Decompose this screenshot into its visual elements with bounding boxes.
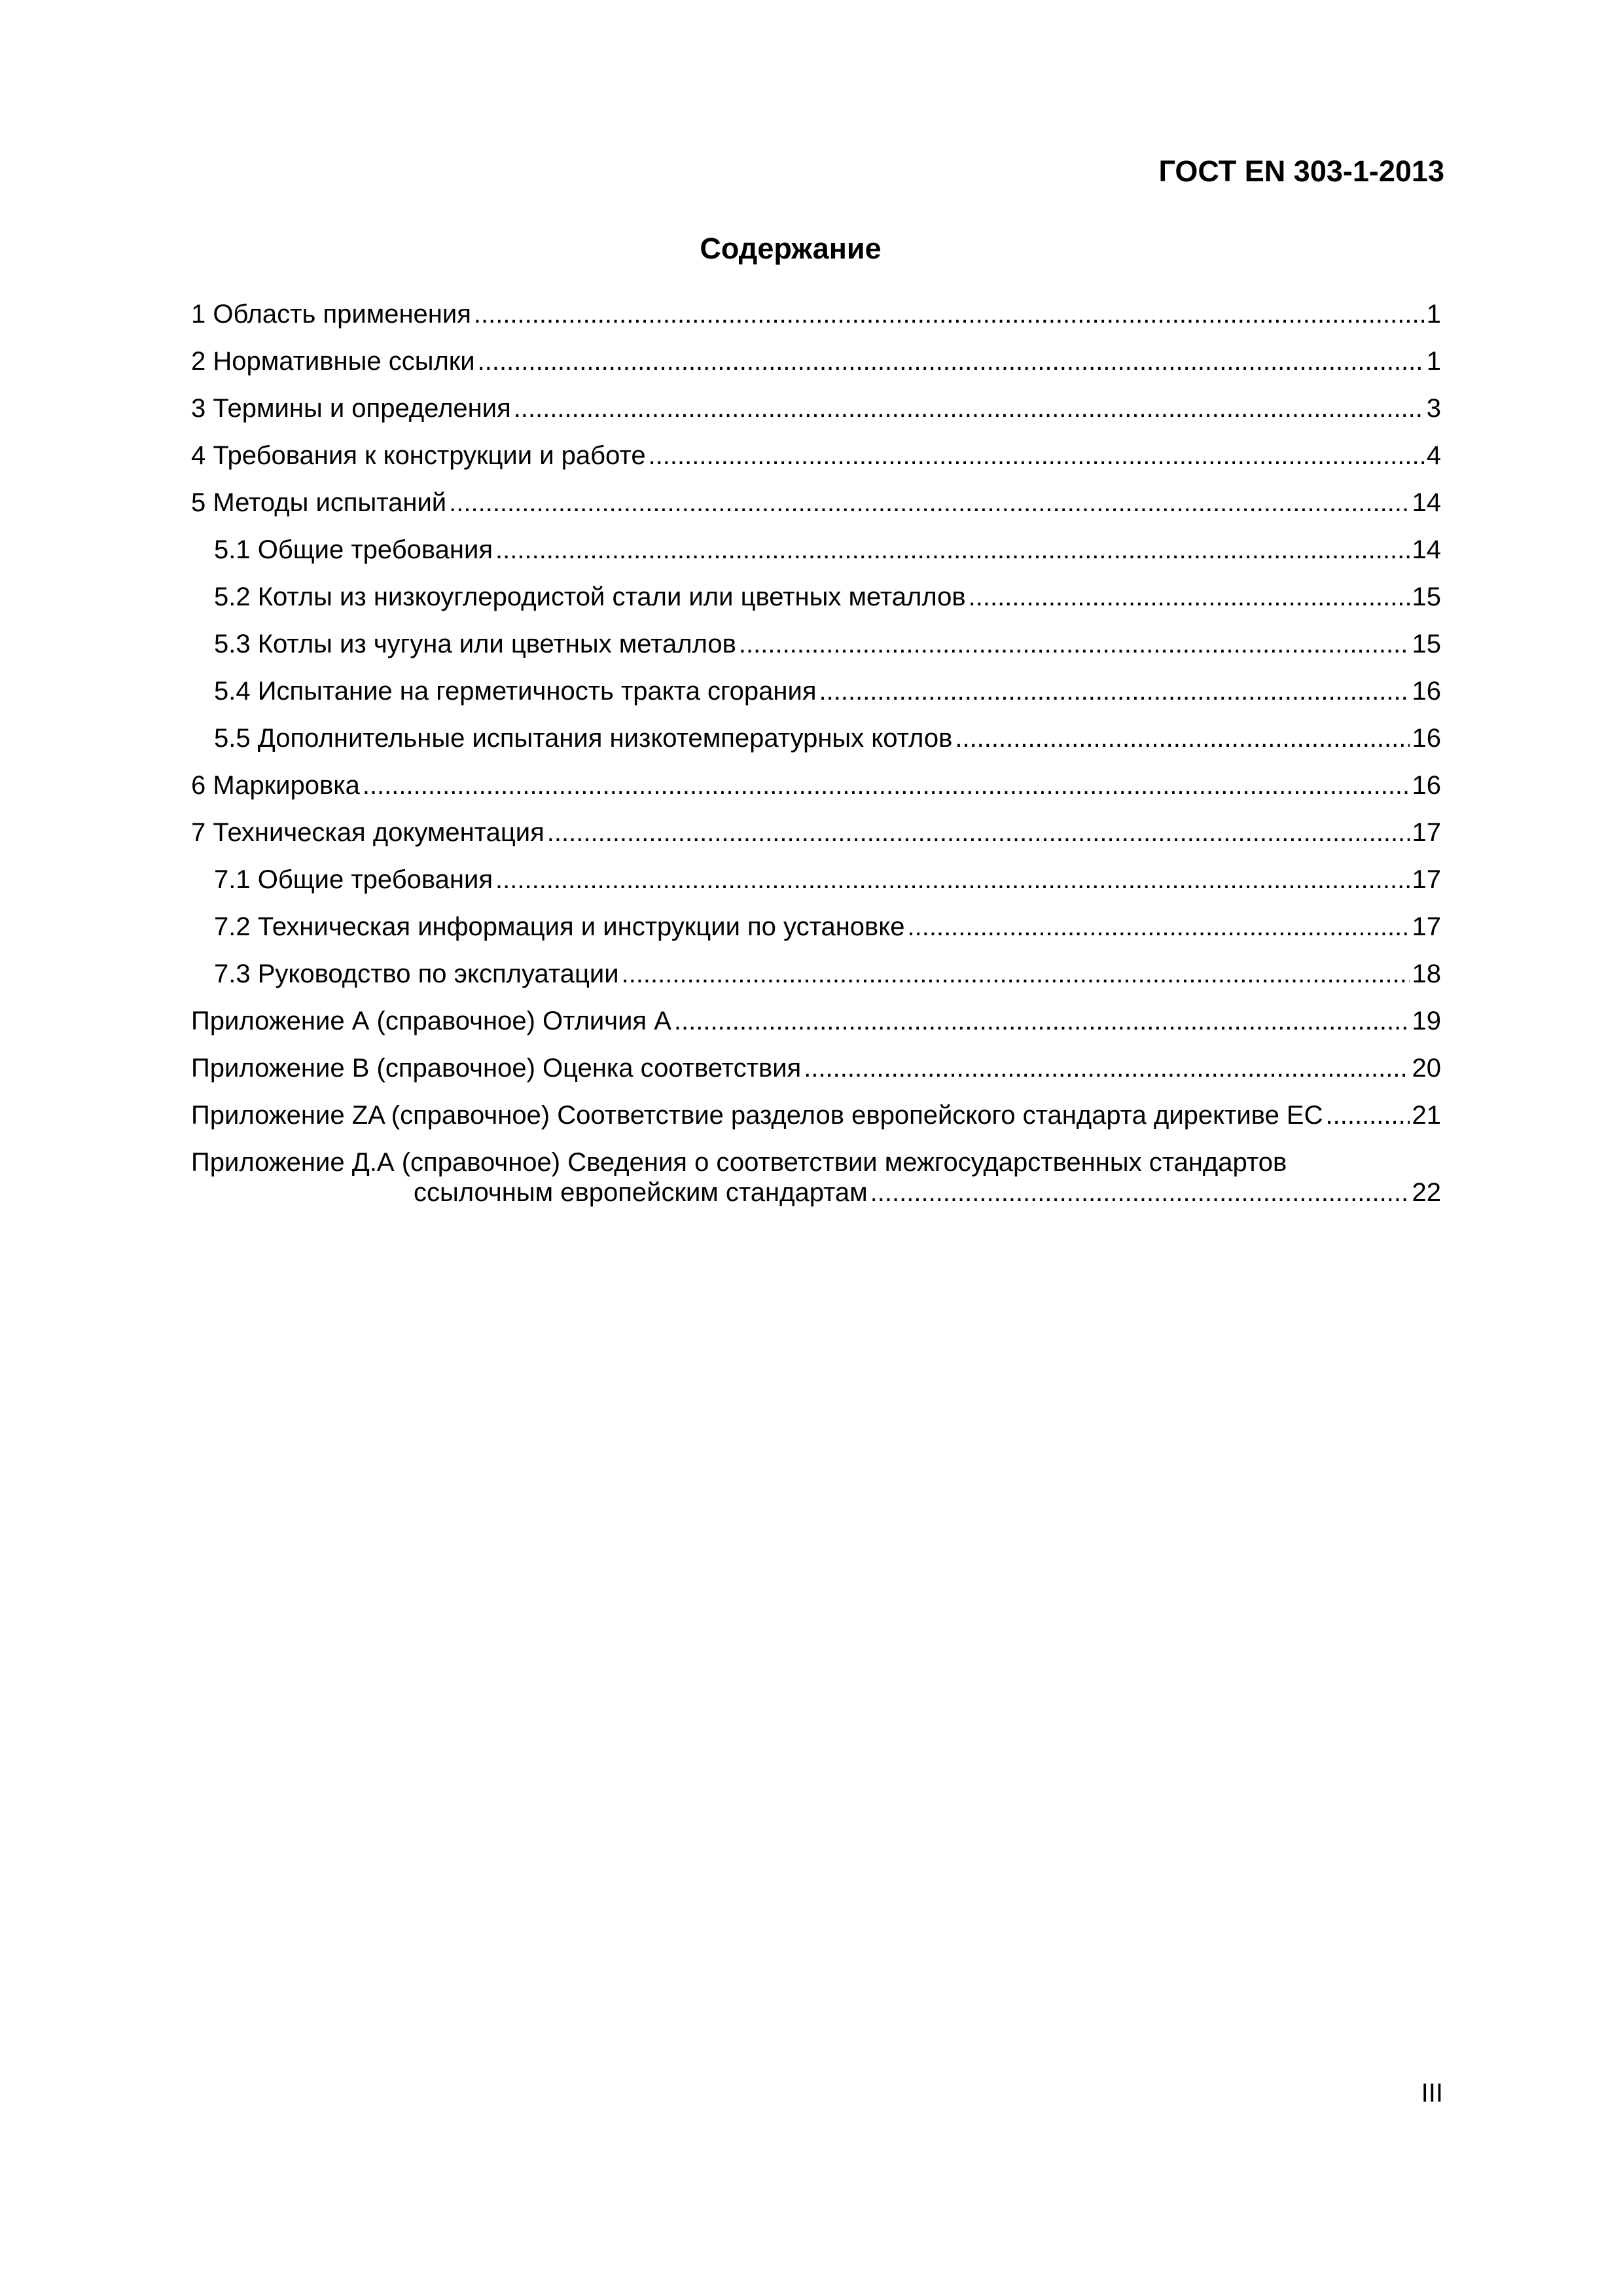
dot-leader xyxy=(495,530,1409,569)
toc-entry-page: 14 xyxy=(1412,535,1441,564)
page-number: III xyxy=(1421,2079,1443,2108)
toc-entry-label: 7.1 Общие требования xyxy=(214,865,493,894)
toc-entry-page: 1 xyxy=(1426,300,1441,329)
dot-leader xyxy=(1326,1096,1410,1135)
dot-leader xyxy=(363,766,1410,805)
toc-entry-page: 16 xyxy=(1412,677,1441,706)
toc-entry-page: 21 xyxy=(1412,1101,1441,1130)
toc-entry-5-4[interactable] xyxy=(191,672,1441,719)
toc-title: Содержание xyxy=(700,232,882,265)
dot-leader xyxy=(449,483,1409,522)
dot-leader xyxy=(649,436,1424,475)
toc-entry-label: 1 Область применения xyxy=(191,300,471,329)
toc-entry-label: 5.4 Испытание на герметичность тракта сгорания xyxy=(214,677,817,706)
toc-entry-page: 18 xyxy=(1412,960,1441,988)
toc-entry-4[interactable] xyxy=(191,436,1441,483)
dot-leader xyxy=(819,672,1410,711)
dot-leader xyxy=(622,954,1410,994)
toc-entry-5-1[interactable] xyxy=(191,530,1441,577)
dot-leader xyxy=(969,577,1410,617)
toc-entry-label: 2 Нормативные ссылки xyxy=(191,347,475,376)
toc-entry-annex-za[interactable] xyxy=(191,1096,1441,1143)
toc-entry-7-3[interactable] xyxy=(191,954,1441,1001)
dot-leader xyxy=(870,1173,1410,1212)
toc-entry-5-5[interactable] xyxy=(191,719,1441,766)
toc-entry-page: 19 xyxy=(1412,1007,1441,1035)
toc-entry-label: 5.5 Дополнительные испытания низкотемпературных котлов xyxy=(214,724,953,753)
toc-entry-page: 3 xyxy=(1426,394,1441,423)
toc-entry-page: 16 xyxy=(1412,771,1441,800)
toc-entry-label: 7.3 Руководство по эксплуатации xyxy=(214,960,619,988)
toc-entry-label: 4 Требования к конструкции и работе xyxy=(191,441,646,470)
toc-entry-page: 22 xyxy=(1412,1178,1441,1207)
toc-entry-annex-da[interactable] xyxy=(191,1143,1441,1221)
table-of-contents xyxy=(191,295,1441,1221)
toc-entry-label: 6 Маркировка xyxy=(191,771,360,800)
toc-entry-label-line2: ссылочным европейским стандартам xyxy=(414,1178,868,1207)
toc-entry-annex-b[interactable] xyxy=(191,1049,1441,1096)
toc-entry-5-2[interactable] xyxy=(191,577,1441,624)
document-code: ГОСТ EN 303-1-2013 xyxy=(1158,154,1444,188)
toc-entry-label: 7.2 Техническая информация и инструкции по установке xyxy=(214,912,905,941)
toc-entry-annex-a[interactable] xyxy=(191,1001,1441,1049)
toc-entry-page: 15 xyxy=(1412,583,1441,611)
dot-leader xyxy=(474,295,1424,334)
toc-entry-7-2[interactable] xyxy=(191,907,1441,954)
toc-entry-label: 7 Техническая документация xyxy=(191,818,544,847)
toc-entry-page: 16 xyxy=(1412,724,1441,753)
toc-entry-1[interactable] xyxy=(191,295,1441,342)
toc-entry-label: Приложение ZA (справочное) Соответствие разделов европейского стандарта директиве ЕС xyxy=(191,1101,1323,1130)
toc-entry-3[interactable] xyxy=(191,389,1441,436)
toc-entry-page: 4 xyxy=(1426,441,1441,470)
toc-entry-label: 5 Методы испытаний xyxy=(191,488,447,517)
toc-entry-5[interactable] xyxy=(191,483,1441,530)
dot-leader xyxy=(804,1049,1409,1088)
toc-entry-page: 17 xyxy=(1412,912,1441,941)
dot-leader xyxy=(674,1001,1410,1041)
toc-entry-label-line1: Приложение Д.А (справочное) Сведения о соответствии межгосударственных стандартов xyxy=(191,1148,1287,1177)
toc-entry-label: Приложение В (справочное) Оценка соответствия xyxy=(191,1054,802,1083)
dot-leader xyxy=(547,813,1410,852)
toc-entry-6[interactable] xyxy=(191,766,1441,813)
dot-leader xyxy=(739,624,1410,664)
toc-entry-2[interactable] xyxy=(191,342,1441,389)
toc-entry-page: 20 xyxy=(1412,1054,1441,1083)
toc-entry-label: 5.1 Общие требования xyxy=(214,535,493,564)
dot-leader xyxy=(478,342,1424,381)
toc-entry-5-3[interactable] xyxy=(191,624,1441,672)
toc-entry-label: 5.2 Котлы из низкоуглеродистой стали или цветных металлов xyxy=(214,583,966,611)
dot-leader xyxy=(514,389,1424,428)
toc-entry-label: 3 Термины и определения xyxy=(191,394,511,423)
toc-entry-7[interactable] xyxy=(191,813,1441,860)
toc-entry-page: 15 xyxy=(1412,630,1441,658)
dot-leader xyxy=(908,907,1410,946)
toc-entry-page: 14 xyxy=(1412,488,1441,517)
toc-entry-7-1[interactable] xyxy=(191,860,1441,907)
toc-entry-page: 17 xyxy=(1412,818,1441,847)
toc-entry-label: Приложение А (справочное) Отличия А xyxy=(191,1007,671,1035)
toc-entry-page: 1 xyxy=(1426,347,1441,376)
toc-entry-page: 17 xyxy=(1412,865,1441,894)
dot-leader xyxy=(495,860,1409,899)
toc-entry-label: 5.3 Котлы из чугуна или цветных металлов xyxy=(214,630,736,658)
dot-leader xyxy=(955,719,1409,758)
